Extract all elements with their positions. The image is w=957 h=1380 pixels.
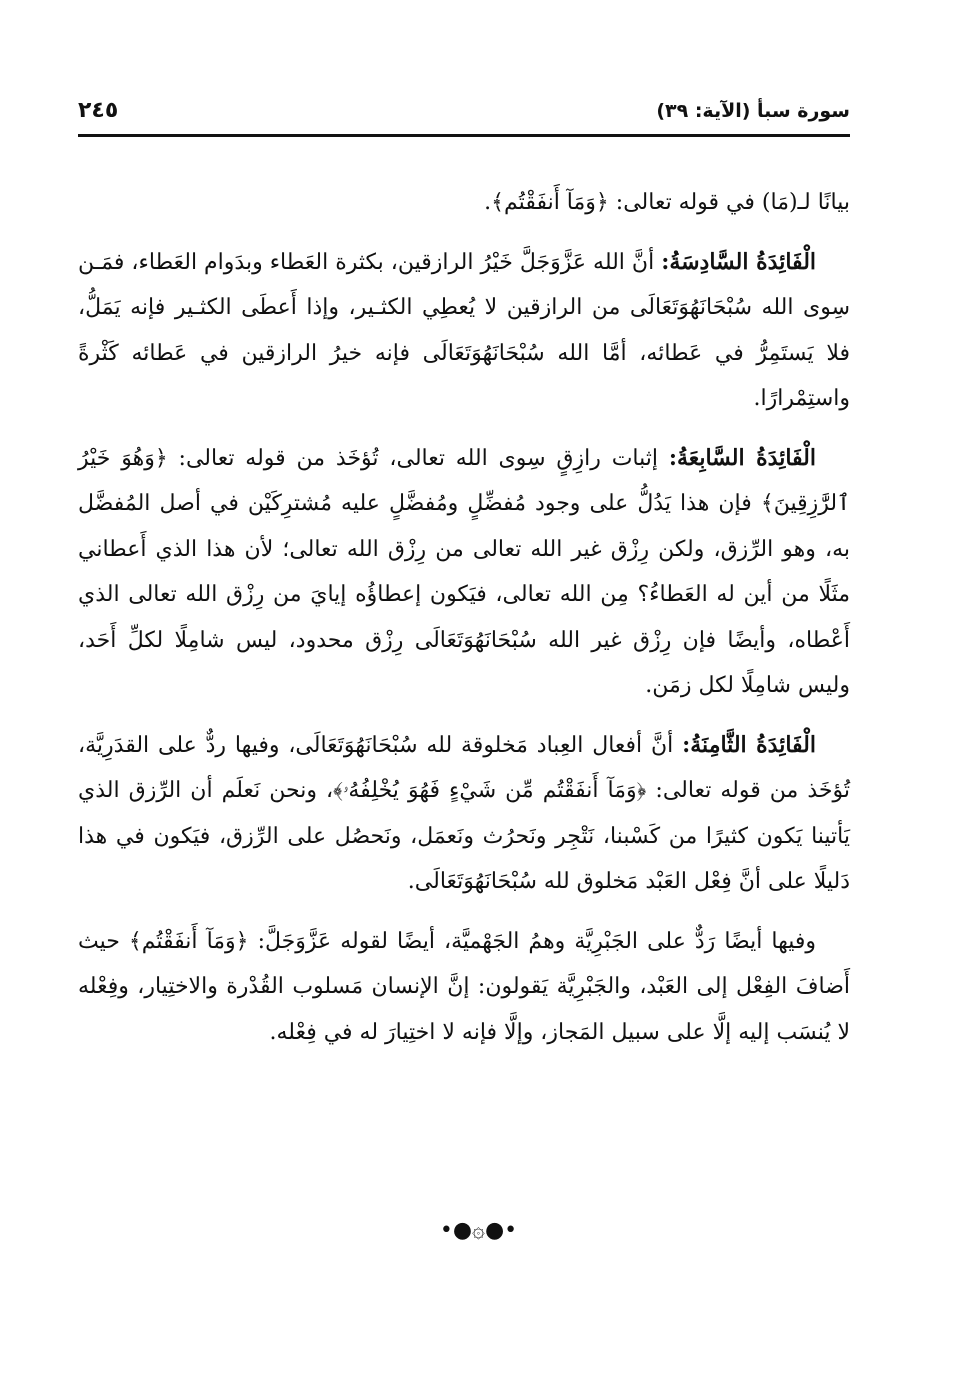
page-number: ٢٤٥ [78, 98, 119, 123]
paragraph-text: أنَّ أفعال العِباد مَخلوقة لله سُبْحَانَهُوَتَعَالَى، وفيها ردٌّ على القدَرِيَّة، تُؤخَذ من قوله تعالى: ﴿وَمَآ أَنفَقْتُم مِّن شَيْءٍ فَهُوَ يُخْلِفُهُۥ﴾، ونحن نَعلَم أن الرِّزق الذي يَأتينا يَكون كثيرًا من كَسْبنا، نَتْجِر ونَحرُث ونَعمَل، ونَحصُل على الرِّزق، فيَكون في هذا دَليلًا على أنَّ فِعْل العَبْد مَخلوق لله سُبْحَانَهُوَتَعَالَى. [78, 732, 850, 894]
paragraph-jabriyya [78, 919, 850, 1056]
benefit-heading: الْفَائِدَةُ السَّادِسَةُ: [661, 248, 817, 275]
paragraph-text: إثبات رازِقٍ سِوى الله تعالى، تُؤخَذ من قوله تعالى: ﴿وَهُوَ خَيْرُ ٱلرَّٰزِقِينَ﴾ فإن هذا يَدُلُّ على وجود مُفضِّلٍ ومُفضَّلٍ عليه مُشترِكَيْن في أصل المُفضَّل به، وهو الرِّزق، ولكن رِزْق غير الله تعالى من رِزْق الله تعالى؛ لأن هذا الذي أَعطاني مثَلًا من أين له العَطاءُ؟ مِن الله تعالى، فيَكون إعطاؤُه إيايَ من رِزْق الله تعالى الذي أَعْطاه، وأيضًا فإن رِزْق غير الله سُبْحَانَهُوَتَعَالَى رِزْق محدود، ليس شامِلًا لكلِّ أَحَد، وليس شامِلًا لكل زمَن. [78, 445, 850, 698]
running-title: سورة سبأ (الآية: ٣٩) [656, 100, 850, 122]
paragraph-text: بيانًا لـ(مَا) في قوله تعالى: ﴿وَمَآ أَنفَقْتُم﴾. [484, 190, 850, 215]
paragraph-benefit-6 [78, 240, 850, 422]
paragraph-benefit-8 [78, 723, 850, 905]
page-header [78, 96, 850, 132]
section-end-ornament: •●۞●• [439, 1218, 518, 1243]
header-rule [78, 134, 850, 137]
paragraph-text: أنَّ الله عَزَّوَجَلَّ خَيْرُ الرازقين، بكثرة العَطاء وبدَوام العَطاء، فمَـن سِوى الله سُبْحَانَهُوَتَعَالَى من الرازقين لا يُعطِي الكثـير، وإذا أَعطَى الكثـير فإنه يَمَلُّ، فلا يَستَمِرُّ في عَطائه، أمَّا الله سُبْحَانَهُوَتَعَالَى فإنه خيرُ الرازقين في عَطائه كَثْرةً واستِمْرارًا. [78, 249, 850, 411]
paragraph-text: وفيها أيضًا رَدٌّ على الجَبْرِيَّة وهمُ الجَهْميَّة، أيضًا لقوله عَزَّوَجَلَّ: ﴿وَمَآ أَنفَقْتُم﴾ حيث أَضافَ الفِعْل إلى العَبْد، والجَبْرِيَّة يَقولون: إنَّ الإنسان مَسلوب القُدْرة والاختِيار، وفِعْله لا يُنسَب إليه إلَّا على سبيل المَجاز، وإلَّا فإنه لا اختِيارَ له في فِعْله. [78, 928, 850, 1045]
benefit-heading: الْفَائِدَةُ الثَّامِنَةُ: [682, 731, 816, 758]
page-body [78, 180, 850, 1069]
benefit-heading: الْفَائِدَةُ السَّابِعَةُ: [668, 444, 816, 471]
paragraph-continuation [78, 180, 850, 226]
paragraph-benefit-7 [78, 436, 850, 709]
